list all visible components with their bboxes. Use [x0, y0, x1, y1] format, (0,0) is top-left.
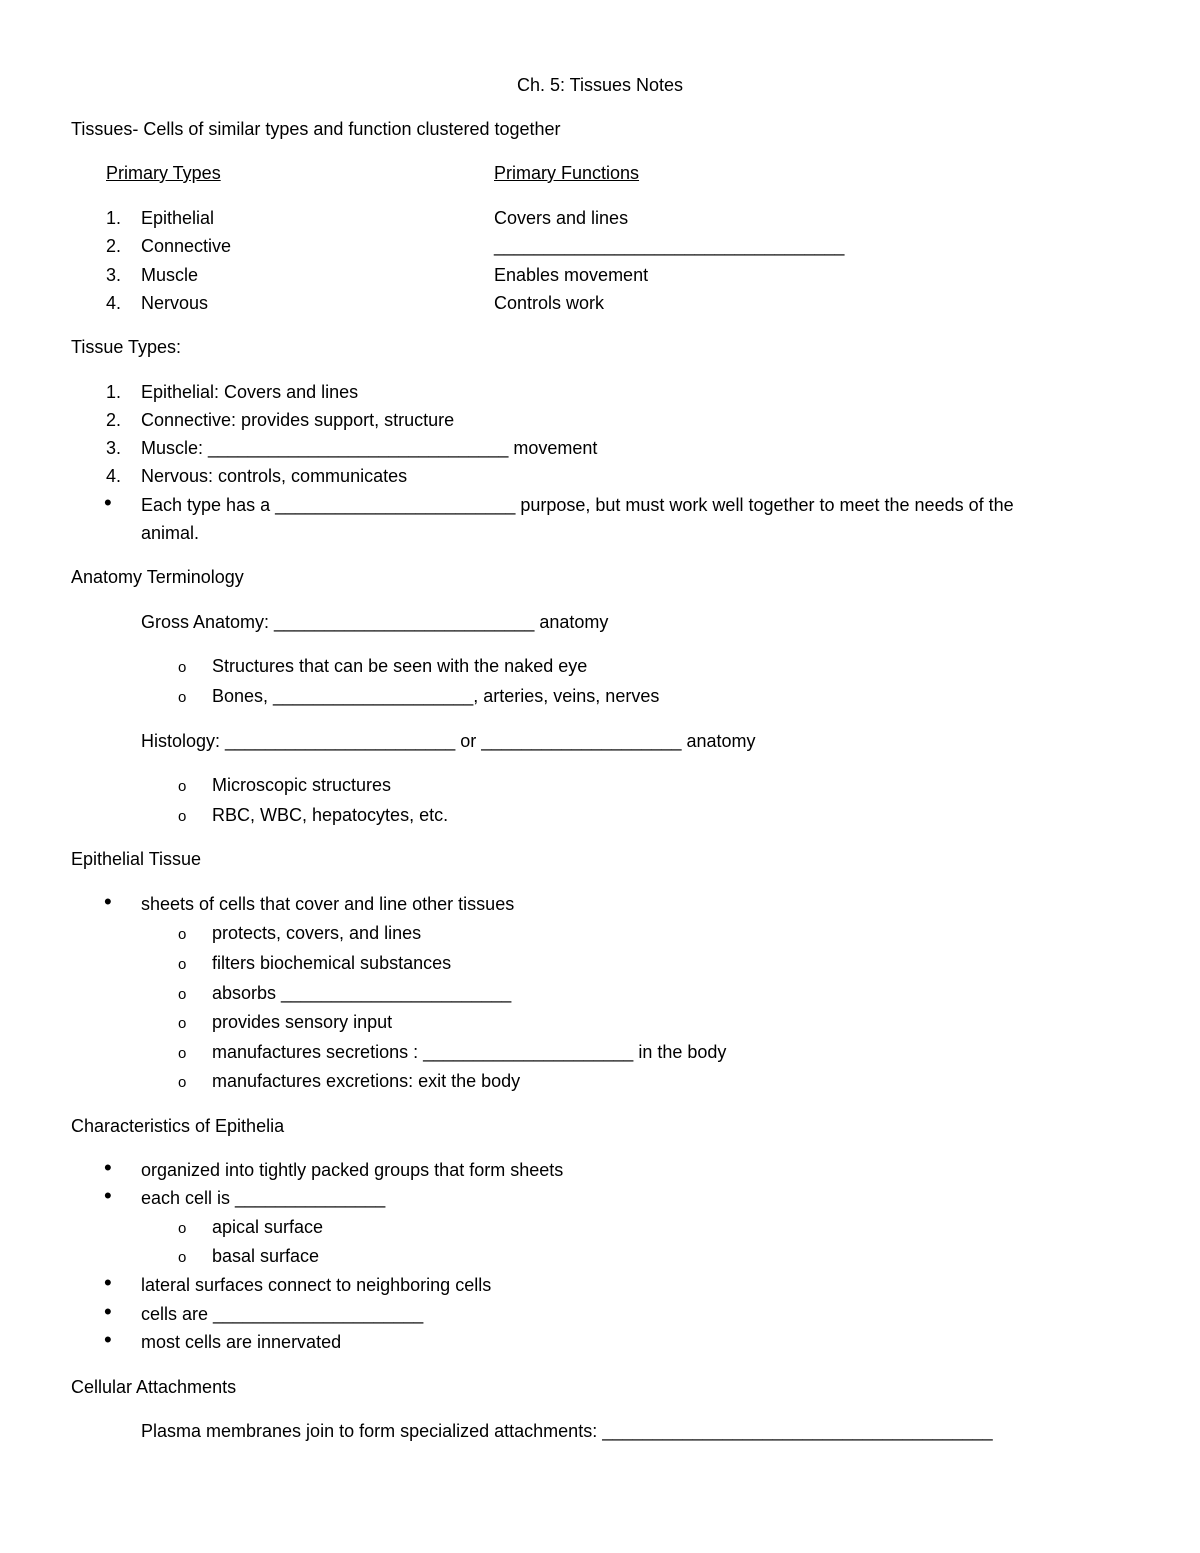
intro-definition: Tissues- Cells of similar types and function clustered together: [71, 119, 561, 139]
list-number: 2.: [106, 410, 122, 430]
list-item: Microscopic structures: [212, 775, 392, 795]
list-item: manufactures secretions : _____________________ in the body: [212, 1042, 727, 1062]
list-number: 4.: [106, 466, 122, 486]
sub-bullet-marker: o: [178, 1249, 187, 1266]
list-item-continuation: animal.: [141, 523, 200, 543]
attachments-line: Plasma membranes join to form specialized attachments: _______________________________________: [141, 1421, 993, 1441]
list-item: cells are _____________________: [141, 1304, 424, 1324]
primary-type: Nervous: [141, 293, 209, 313]
list-item: Nervous: controls, communicates: [141, 466, 408, 486]
list-item: basal surface: [212, 1246, 320, 1266]
list-number: 3.: [106, 438, 122, 458]
sub-bullet-marker: o: [178, 926, 187, 943]
list-number: 1.: [106, 208, 122, 228]
section-heading-anatomy: Anatomy Terminology: [71, 567, 244, 587]
bullet-marker: •: [104, 490, 112, 515]
sub-bullet-marker: o: [178, 986, 187, 1003]
sub-bullet-marker: o: [178, 1015, 187, 1032]
list-item: organized into tightly packed groups that form sheets: [141, 1160, 564, 1180]
sub-bullet-marker: o: [178, 689, 187, 706]
sub-bullet-marker: o: [178, 1045, 187, 1062]
list-number: 4.: [106, 293, 122, 313]
primary-function: Covers and lines: [494, 208, 629, 228]
sub-bullet-marker: o: [178, 659, 187, 676]
primary-type: Muscle: [141, 265, 199, 285]
primary-types-header: Primary Types: [106, 163, 221, 183]
histology-line: Histology: _______________________ or ____________________ anatomy: [141, 731, 756, 751]
primary-function-blank: ___________________________________: [494, 236, 845, 256]
bullet-marker: •: [104, 889, 112, 914]
bullet-marker: •: [104, 1183, 112, 1208]
sub-bullet-marker: o: [178, 808, 187, 825]
primary-function: Enables movement: [494, 265, 649, 285]
section-heading-epithelial: Epithelial Tissue: [71, 849, 202, 869]
primary-functions-header: Primary Functions: [494, 163, 640, 183]
page-title: Ch. 5: Tissues Notes: [516, 75, 684, 95]
primary-type: Connective: [141, 236, 232, 256]
list-item: Muscle: ______________________________ movement: [141, 438, 598, 458]
list-item: Bones, ____________________, arteries, veins, nerves: [212, 686, 660, 706]
bullet-marker: •: [104, 1327, 112, 1352]
list-item: filters biochemical substances: [212, 953, 452, 973]
list-item: most cells are innervated: [141, 1332, 342, 1352]
bullet-marker: •: [104, 1155, 112, 1180]
list-number: 2.: [106, 236, 122, 256]
bullet-marker: •: [104, 1299, 112, 1324]
list-item: manufactures excretions: exit the body: [212, 1071, 521, 1091]
sub-bullet-marker: o: [178, 778, 187, 795]
list-item: lateral surfaces connect to neighboring cells: [141, 1275, 492, 1295]
gross-anatomy-line: Gross Anatomy: __________________________ anatomy: [141, 612, 609, 632]
section-heading-characteristics: Characteristics of Epithelia: [71, 1116, 285, 1136]
section-heading-attachments: Cellular Attachments: [71, 1377, 237, 1397]
list-item: Structures that can be seen with the naked eye: [212, 656, 588, 676]
primary-function: Controls work: [494, 293, 605, 313]
list-item: each cell is _______________: [141, 1188, 386, 1208]
list-item: protects, covers, and lines: [212, 923, 422, 943]
bullet-marker: •: [104, 1270, 112, 1295]
sub-bullet-marker: o: [178, 1220, 187, 1237]
list-item: sheets of cells that cover and line other tissues: [141, 894, 515, 914]
primary-type: Epithelial: [141, 208, 215, 228]
list-item: Epithelial: Covers and lines: [141, 382, 359, 402]
sub-bullet-marker: o: [178, 956, 187, 973]
section-heading-tissue-types: Tissue Types:: [71, 337, 182, 357]
list-item: provides sensory input: [212, 1012, 393, 1032]
list-number: 3.: [106, 265, 122, 285]
list-item: Each type has a ________________________ purpose, but must work well together to meet the needs of the: [141, 495, 1014, 515]
sub-bullet-marker: o: [178, 1074, 187, 1091]
list-item: RBC, WBC, hepatocytes, etc.: [212, 805, 449, 825]
list-item: absorbs _______________________: [212, 983, 512, 1003]
list-item: Connective: provides support, structure: [141, 410, 455, 430]
list-item: apical surface: [212, 1217, 324, 1237]
list-number: 1.: [106, 382, 122, 402]
